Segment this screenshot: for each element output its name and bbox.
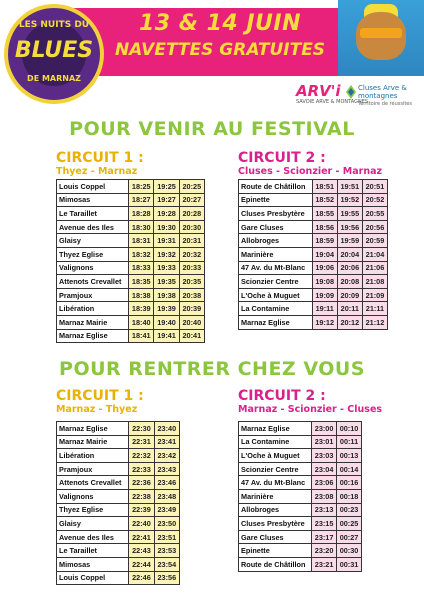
stop-name: Glaisy: [57, 517, 129, 531]
table-row: [57, 544, 180, 558]
departure-time: 19:55: [337, 207, 362, 221]
departure-time: 23:50: [154, 517, 179, 531]
stop-name: Epinette: [239, 544, 312, 558]
stop-name: Thyez Eglise: [57, 503, 129, 517]
circuit-name: CIRCUIT 2 :: [238, 388, 326, 404]
departure-time: 23:13: [312, 503, 337, 517]
departure-time: 19:51: [337, 180, 362, 194]
cluses-logo-sub: Territoire de réussites: [358, 101, 412, 107]
stop-name: L'Oche à Muguet: [239, 288, 313, 302]
table-row: [57, 234, 205, 248]
departure-time: 23:48: [154, 489, 179, 503]
departure-time: 19:27: [154, 193, 179, 207]
departure-time: 00:23: [337, 503, 362, 517]
departure-time: 22:40: [129, 517, 154, 531]
table-row: [239, 503, 362, 517]
departure-time: 19:41: [154, 329, 179, 343]
timetable: [238, 179, 388, 330]
stop-name: Attenots Crevallet: [57, 275, 129, 289]
stop-name: 47 Av. du Mt-Blanc: [239, 476, 312, 490]
stop-name: Le Taraillet: [57, 544, 129, 558]
departure-time: 19:32: [154, 247, 179, 261]
departure-time: 20:40: [179, 315, 204, 329]
stop-name: Avenue des Iles: [57, 530, 129, 544]
header: [0, 0, 424, 118]
table-row: [57, 261, 205, 275]
departure-time: 20:08: [337, 275, 362, 289]
table-row: [57, 489, 180, 503]
stop-name: Marnaz Mairie: [57, 435, 129, 449]
departure-time: 22:46: [129, 571, 154, 585]
departure-time: 19:28: [154, 207, 179, 221]
stop-name: Le Taraillet: [57, 207, 129, 221]
departure-time: 19:59: [337, 234, 362, 248]
circuit-route: Marnaz - Thyez: [56, 404, 138, 415]
table-row: [57, 435, 180, 449]
departure-time: 19:12: [312, 315, 337, 329]
festival-logo: [4, 4, 104, 104]
departure-time: 22:44: [129, 557, 154, 571]
table-row: [57, 503, 180, 517]
departure-time: 18:28: [129, 207, 154, 221]
circuit-name: CIRCUIT 1 :: [56, 150, 144, 166]
dog-mascot-image: [338, 0, 424, 76]
departure-time: 00:30: [337, 544, 362, 558]
stop-name: Pramjoux: [57, 462, 129, 476]
stop-name: Marnaz Eglise: [239, 422, 312, 436]
table-row: [239, 288, 388, 302]
departure-time: 19:33: [154, 261, 179, 275]
departure-time: 00:27: [337, 530, 362, 544]
table-row: [239, 462, 362, 476]
stop-name: Gare Cluses: [239, 220, 313, 234]
departure-time: 19:35: [154, 275, 179, 289]
stop-name: Cluses Presbytère: [239, 207, 313, 221]
departure-time: 22:33: [129, 462, 154, 476]
departure-time: 21:12: [362, 315, 387, 329]
departure-time: 22:32: [129, 449, 154, 463]
arvi-logo: ARV'i: [296, 82, 341, 100]
departure-time: 23:00: [312, 422, 337, 436]
table-row: [239, 544, 362, 558]
departure-time: 23:20: [312, 544, 337, 558]
departure-time: 18:38: [129, 288, 154, 302]
stop-name: La Contamine: [239, 435, 312, 449]
departure-time: 22:39: [129, 503, 154, 517]
stop-name: Valignons: [57, 489, 129, 503]
departure-time: 19:08: [312, 275, 337, 289]
stop-name: Thyez Eglise: [57, 247, 129, 261]
circuit-1-retour: [56, 388, 177, 583]
departure-time: 18:30: [129, 220, 154, 234]
stop-name: Scionzier Centre: [239, 462, 312, 476]
table-row: [57, 302, 205, 316]
cluses-logo: [358, 84, 422, 108]
table-row: [57, 315, 205, 329]
circuit-route: Marnaz - Scionzier - Cluses: [238, 404, 383, 415]
departure-time: 23:56: [154, 571, 179, 585]
departure-time: 18:25: [129, 180, 154, 194]
departure-time: 18:39: [129, 302, 154, 316]
cluses-logo-text: Cluses Arve & montagnes: [358, 84, 407, 100]
departure-time: 00:11: [337, 435, 362, 449]
table-row: [239, 220, 388, 234]
circuit-name: CIRCUIT 2 :: [238, 150, 326, 166]
departure-time: 22:30: [129, 422, 154, 436]
departure-time: 18:56: [312, 220, 337, 234]
departure-time: 23:03: [312, 449, 337, 463]
departure-time: 19:38: [154, 288, 179, 302]
departure-time: 20:33: [179, 261, 204, 275]
timetable: [238, 421, 362, 572]
departure-time: 19:52: [337, 193, 362, 207]
table-row: [57, 571, 180, 585]
table-row: [239, 247, 388, 261]
departure-time: 20:38: [179, 288, 204, 302]
table-row: [239, 476, 362, 490]
stop-name: Marnaz Mairie: [57, 315, 129, 329]
departure-time: 20:35: [179, 275, 204, 289]
departure-time: 19:56: [337, 220, 362, 234]
departure-time: 23:21: [312, 557, 337, 571]
timetable: [56, 179, 205, 343]
section-title-retour: POUR RENTRER CHEZ VOUS: [59, 358, 365, 380]
stop-name: 47 Av. du Mt-Blanc: [239, 261, 313, 275]
departure-time: 20:28: [179, 207, 204, 221]
departure-time: 19:09: [312, 288, 337, 302]
table-row: [239, 193, 388, 207]
stop-name: Mimosas: [57, 193, 129, 207]
table-row: [57, 517, 180, 531]
departure-time: 20:56: [362, 220, 387, 234]
sunglasses-icon: [360, 28, 402, 38]
departure-time: 23:15: [312, 517, 337, 531]
departure-time: 00:18: [337, 489, 362, 503]
departure-time: 23:54: [154, 557, 179, 571]
departure-time: 23:53: [154, 544, 179, 558]
departure-time: 20:31: [179, 234, 204, 248]
departure-time: 18:55: [312, 207, 337, 221]
departure-time: 23:04: [312, 462, 337, 476]
stop-name: Route de Châtillon: [239, 557, 312, 571]
departure-time: 18:31: [129, 234, 154, 248]
table-row: [239, 422, 362, 436]
departure-time: 21:09: [362, 288, 387, 302]
departure-time: 19:30: [154, 220, 179, 234]
departure-time: 20:12: [337, 315, 362, 329]
circuit-route: Cluses - Scionzier - Marnaz: [238, 166, 383, 177]
departure-time: 20:09: [337, 288, 362, 302]
departure-time: 00:10: [337, 422, 362, 436]
departure-time: 00:13: [337, 449, 362, 463]
departure-time: 19:25: [154, 180, 179, 194]
table-row: [57, 207, 205, 221]
table-row: [239, 557, 362, 571]
departure-time: 20:39: [179, 302, 204, 316]
departure-time: 00:14: [337, 462, 362, 476]
departure-time: 19:39: [154, 302, 179, 316]
stop-name: Allobroges: [239, 234, 313, 248]
table-row: [239, 234, 388, 248]
departure-time: 23:01: [312, 435, 337, 449]
departure-time: 20:59: [362, 234, 387, 248]
departure-time: 23:43: [154, 462, 179, 476]
table-row: [239, 180, 388, 194]
departure-time: 19:31: [154, 234, 179, 248]
table-row: [239, 302, 388, 316]
table-row: [239, 530, 362, 544]
departure-time: 22:31: [129, 435, 154, 449]
stop-name: Glaisy: [57, 234, 129, 248]
table-row: [57, 449, 180, 463]
timetable: [56, 421, 180, 585]
stop-name: Avenue des Iles: [57, 220, 129, 234]
departure-time: 18:51: [312, 180, 337, 194]
departure-time: 23:49: [154, 503, 179, 517]
departure-time: 20:27: [179, 193, 204, 207]
departure-time: 23:40: [154, 422, 179, 436]
departure-time: 23:42: [154, 449, 179, 463]
departure-time: 18:41: [129, 329, 154, 343]
stop-name: Mimosas: [57, 557, 129, 571]
table-row: [239, 207, 388, 221]
departure-time: 22:41: [129, 530, 154, 544]
stop-name: Attenots Crevallet: [57, 476, 129, 490]
table-row: [57, 220, 205, 234]
departure-time: 18:40: [129, 315, 154, 329]
circuit-2-retour: [238, 388, 383, 569]
departure-time: 23:51: [154, 530, 179, 544]
departure-time: 19:04: [312, 247, 337, 261]
stop-name: Marnaz Eglise: [57, 329, 129, 343]
table-row: [57, 422, 180, 436]
departure-time: 18:35: [129, 275, 154, 289]
table-row: [239, 261, 388, 275]
stop-name: Pramjoux: [57, 288, 129, 302]
table-row: [239, 275, 388, 289]
stop-name: Marinière: [239, 489, 312, 503]
table-row: [57, 247, 205, 261]
departure-time: 18:32: [129, 247, 154, 261]
departure-time: 21:08: [362, 275, 387, 289]
stop-name: Cluses Presbytère: [239, 517, 312, 531]
stop-name: Gare Cluses: [239, 530, 312, 544]
departure-time: 23:08: [312, 489, 337, 503]
arvi-logo-sub: SAVOIE ARVE & MONTAGNES: [296, 99, 369, 105]
departure-time: 19:11: [312, 302, 337, 316]
table-row: [57, 462, 180, 476]
departure-time: 00:31: [337, 557, 362, 571]
event-subtitle: NAVETTES GRATUITES: [114, 40, 326, 60]
stop-name: Louis Coppel: [57, 571, 129, 585]
departure-time: 20:30: [179, 220, 204, 234]
departure-time: 23:06: [312, 476, 337, 490]
departure-time: 20:51: [362, 180, 387, 194]
departure-time: 00:25: [337, 517, 362, 531]
table-row: [239, 517, 362, 531]
stop-name: L'Oche à Muguet: [239, 449, 312, 463]
stop-name: Libération: [57, 449, 129, 463]
logo-top-text: LES NUITS DU: [18, 20, 90, 30]
departure-time: 22:38: [129, 489, 154, 503]
departure-time: 18:59: [312, 234, 337, 248]
logo-bottom-text: DE MARNAZ: [27, 74, 81, 83]
table-row: [57, 275, 205, 289]
departure-time: 19:40: [154, 315, 179, 329]
departure-time: 21:04: [362, 247, 387, 261]
table-row: [239, 449, 362, 463]
table-row: [57, 476, 180, 490]
departure-time: 21:11: [362, 302, 387, 316]
departure-time: 00:16: [337, 476, 362, 490]
cluses-logo-icon: [346, 85, 356, 99]
stop-name: Marnaz Eglise: [239, 315, 313, 329]
section-title-aller: POUR VENIR AU FESTIVAL: [69, 118, 355, 140]
departure-time: 20:11: [337, 302, 362, 316]
table-row: [239, 315, 388, 329]
table-row: [57, 557, 180, 571]
circuit-2-aller: [238, 150, 385, 327]
stop-name: Route de Châtillon: [239, 180, 313, 194]
table-row: [57, 180, 205, 194]
stop-name: Valignons: [57, 261, 129, 275]
departure-time: 20:55: [362, 207, 387, 221]
logo-main-text: BLUES: [14, 38, 94, 63]
table-row: [57, 329, 205, 343]
table-row: [239, 489, 362, 503]
stop-name: La Contamine: [239, 302, 313, 316]
stop-name: Epinette: [239, 193, 313, 207]
table-row: [57, 288, 205, 302]
departure-time: 20:25: [179, 180, 204, 194]
departure-time: 22:36: [129, 476, 154, 490]
departure-time: 22:43: [129, 544, 154, 558]
stop-name: Libération: [57, 302, 129, 316]
stop-name: Marnaz Eglise: [57, 422, 129, 436]
table-row: [239, 435, 362, 449]
departure-time: 21:06: [362, 261, 387, 275]
departure-time: 20:04: [337, 247, 362, 261]
table-row: [57, 193, 205, 207]
departure-time: 20:41: [179, 329, 204, 343]
departure-time: 18:52: [312, 193, 337, 207]
departure-time: 23:17: [312, 530, 337, 544]
departure-time: 18:33: [129, 261, 154, 275]
circuit-name: CIRCUIT 1 :: [56, 388, 144, 404]
event-date: 13 & 14 JUIN: [138, 11, 302, 36]
departure-time: 20:52: [362, 193, 387, 207]
stop-name: Scionzier Centre: [239, 275, 313, 289]
departure-time: 23:46: [154, 476, 179, 490]
stop-name: Allobroges: [239, 503, 312, 517]
table-row: [57, 530, 180, 544]
departure-time: 20:06: [337, 261, 362, 275]
departure-time: 19:06: [312, 261, 337, 275]
departure-time: 20:32: [179, 247, 204, 261]
departure-time: 18:27: [129, 193, 154, 207]
departure-time: 23:41: [154, 435, 179, 449]
stop-name: Louis Coppel: [57, 180, 129, 194]
stop-name: Marinière: [239, 247, 313, 261]
circuit-1-aller: [56, 150, 202, 341]
circuit-route: Thyez - Marnaz: [56, 166, 138, 177]
